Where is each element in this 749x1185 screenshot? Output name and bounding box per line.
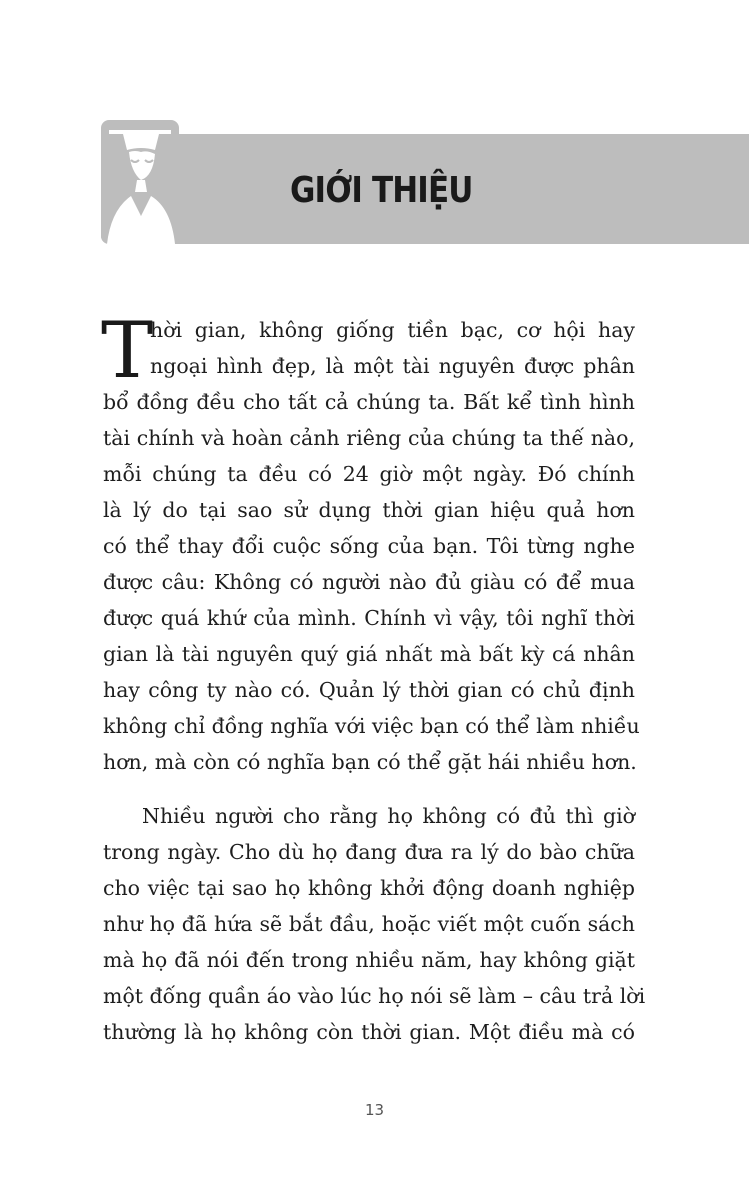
p1-line: được quá khứ của mình. Chính vì vậy, tôi nghĩ thời [103,606,635,630]
p1-line: hay công ty nào có. Quản lý thời gian có chủ định [103,678,635,702]
p2-line: mà họ đã nói đến trong nhiều năm, hay không giặt [103,948,635,972]
p1-line: ngoại hình đẹp, là một tài nguyên được phân [150,354,635,378]
p2-line: như họ đã hứa sẽ bắt đầu, hoặc viết một cuốn sách [103,912,635,936]
p1-line: bổ đồng đều cho tất cả chúng ta. Bất kể tình hình [103,390,635,414]
p1-line: hơn, mà còn có nghĩa bạn có thể gặt hái nhiều hơn. [103,750,637,774]
p2-line: cho việc tại sao họ không khởi động doanh nghiệp [103,876,635,900]
p1-line: gian là tài nguyên quý giá nhất mà bất kỳ cá nhân [103,642,635,666]
p2-line: một đống quần áo vào lúc họ nói sẽ làm – câu trả lời [103,984,646,1008]
p2-line: trong ngày. Cho dù họ đang đưa ra lý do bào chữa [103,840,635,864]
p1-line: tài chính và hoàn cảnh riêng của chúng ta thế nào, [103,426,635,450]
p1-line: mỗi chúng ta đều có 24 giờ một ngày. Đó chính [103,462,635,486]
gentleman-portrait-icon [101,120,179,244]
p1-line: là lý do tại sao sử dụng thời gian hiệu quả hơn [103,498,635,522]
p1-line: không chỉ đồng nghĩa với việc bạn có thể làm nhiều [103,714,640,738]
p1-line: được câu: Không có người nào đủ giàu có để mua [103,570,635,594]
p1-line: hời gian, không giống tiền bạc, cơ hội hay [150,318,635,342]
p2-line: Nhiều người cho rằng họ không có đủ thì giờ [142,804,635,828]
chapter-title: GIỚI THIỆU [290,170,473,211]
p2-line: thường là họ không còn thời gian. Một điều mà có [103,1020,635,1044]
drop-cap: T [101,306,154,396]
p1-line: có thể thay đổi cuộc sống của bạn. Tôi từng nghe [103,534,635,558]
page-number: 13 [364,1101,385,1119]
